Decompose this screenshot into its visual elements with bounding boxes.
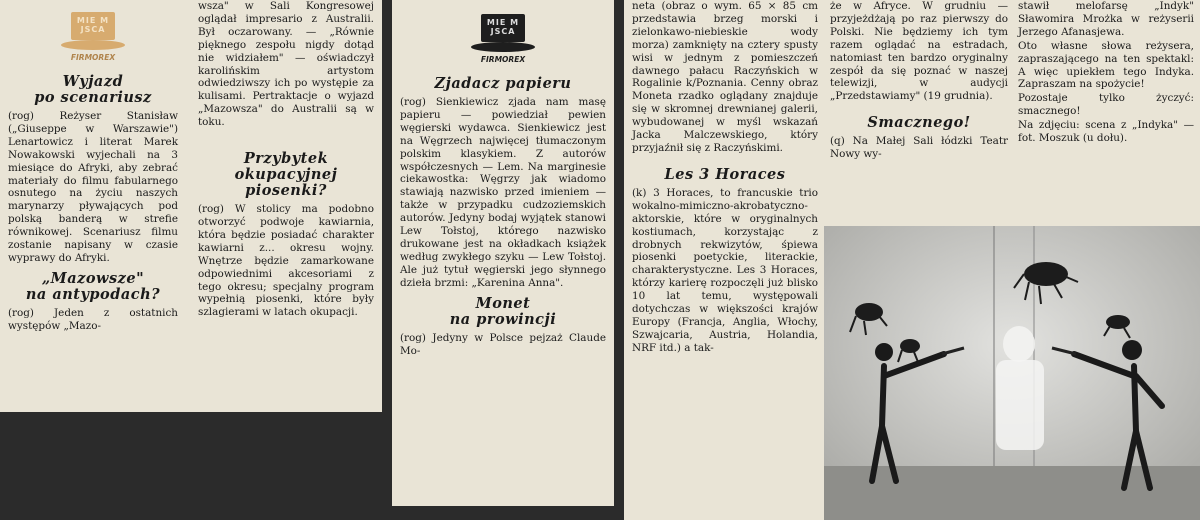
article-text: (rog) Jedyny w Polsce pejzaż Claude Mo- <box>400 331 606 357</box>
headline-mazowsze: „Mazowsze" na antypodach? <box>25 269 161 303</box>
article-text: wsza" w Sali Kongresowej oglądał impresario z Australii. Był oczarowany. — „Równie pięknego zespołu nigdy dotąd nie widziałem" — oświadczył karolińskim artystom odwiedziwszy ich po występie za kulisami. Pertraktacje o wyjazd „Mazowsza" do Australii są w toku. <box>198 0 374 129</box>
article-text: (rog) Reżyser Stanisław („Giuseppe w Warszawie") Lenartowicz i literat Marek Nowakowski wyjechali na 3 miesiące do Afryki, aby zebrać materiały do filmu fabularnego osnutego na życiu naszych marynarzy pływających pod polską banderą w strefie równikowej. Scenariusz filmu zostanie napisany w czasie wyprawy do Afryki. <box>8 110 178 264</box>
firmorex-logo: MIE M JSCA FIRMOREX <box>8 12 178 68</box>
headline-przybytek: Przybytek okupacyjnej piosenki? <box>234 150 338 200</box>
headline-horaces: Les 3 Horaces <box>664 165 786 183</box>
clip-a-column-1 <box>8 0 178 333</box>
clip-a-column-2 <box>198 0 374 319</box>
article-text: że w Afryce. W grudniu — przyjeżdżają po raz pierwszy do Polski. Nie będziemy ich tym razem oglądać na estradach, natomiast ten bardzo oryginalny zespół da się poznać w naszej telewizji, w audycji „Przedstawiamy" (19 grudnia). <box>830 0 1008 103</box>
top-hat-icon: MIE M JSCA <box>481 14 525 42</box>
clip-c-column-3 <box>1018 0 1194 145</box>
clip-b-column <box>400 0 606 357</box>
top-hat-icon: MIE M JSCA <box>71 12 115 40</box>
article-text: stawił melofarsę „Indyk" Sławomira Mrożka w reżyserii Jerzego Afanasjewa. <box>1018 0 1194 38</box>
article-text: (rog) Jeden z ostatnich występów „Mazo- <box>8 306 178 332</box>
clip-c-column-1 <box>632 0 818 355</box>
stage-photo <box>824 226 1200 520</box>
headline-smacznego: Smacznego! <box>867 114 971 132</box>
headline-wyjazd: Wyjazd po scenariusz <box>34 73 152 106</box>
article-text: (k) 3 Horaces, to francuskie trio wokalno-mimiczno-akrobatyczno-aktorskie, które w oryginalnych kostiumach, korzystając z drobnych rekwizytów, śpiewa piosenki poetyckie, literackie, charakterystyczne. Les 3 Horaces, którzy karierę rozpoczęli już blisko 10 lat temu, występowali dotychczas w większości krajów Europy (Francja, Anglia, Włochy, Szwajcaria, Austria, Holandia, NRF itd.) a tak- <box>632 186 818 354</box>
theatre-scene-image <box>824 226 1200 520</box>
headline-zjadacz: Zjadacz papieru <box>434 75 572 92</box>
clipping-middle <box>392 0 614 506</box>
clipping-left <box>0 0 382 412</box>
article-text: Oto własne słowa reżysera, zapraszającego na ten spektakl: A więc upiekłem tego Indyka. Zapraszam na spożycie! <box>1018 39 1194 91</box>
firmorex-logo: MIE M JSCA FIRMOREX <box>400 14 606 70</box>
article-text: (rog) W stolicy ma podobno otworzyć podwoje kawiarnia, która będzie posiadać charakter kawiarni z... okresu wojny. Wnętrze będzie zamarkowane odpowiednimi akcesoriami z tego okresu; specjalny program wypełnią piosenki, które były szlagierami w latach okupacji. <box>198 203 374 319</box>
article-text: (rog) Sienkiewicz zjada nam masę papieru — powiedział pewien węgierski wydawca. Sienkiewicz jest na Węgrzech najwięcej tłumaczonym polskim klasykiem. Z autorów współczesnych — Lem. Na marginesie ciekawostka: Węgrzy jak wiadomo stawiają nazwisko przed imieniem — także w przypadku cudzoziemskich autorów. Jedyny bodaj wyjątek stanowi Lew Tołstoj, którego nazwisko drukowane jest na okładkach książek według zwykłego szyku — Lew Tołstoj. Ale już tytuł węgierski jego słynnego dzieła brzmi: „Karenina Anna". <box>400 96 606 289</box>
article-text: neta (obraz o wym. 65 × 85 cm przedstawia brzeg morski i zielonkawo-niebieskie wody morza) zamknięty na cztery spusty wisi w jednym z pomieszczeń dawnego pałacu Raczyńskich w Rogalinie k/Poznania. Cenny obraz Moneta rzadko oglądany znajduje się w skromnej drewnianej galerii, wybudowanej w myśl wskazań Jacka Malczewskiego, który przyjaźnił się z Raczyńskimi. <box>632 0 818 154</box>
headline-monet: Monet na prowincji <box>449 294 557 328</box>
article-text: Pozostaje tylko życzyć: smacznego! <box>1018 92 1194 118</box>
article-text: Na zdjęciu: scena z „Indyka" — fot. Moszuk (u dołu). <box>1018 119 1194 145</box>
clipping-right <box>624 0 1200 520</box>
article-text: (q) Na Małej Sali łódzki Teatr Nowy wy- <box>830 135 1008 161</box>
clip-c-column-2 <box>830 0 1008 161</box>
